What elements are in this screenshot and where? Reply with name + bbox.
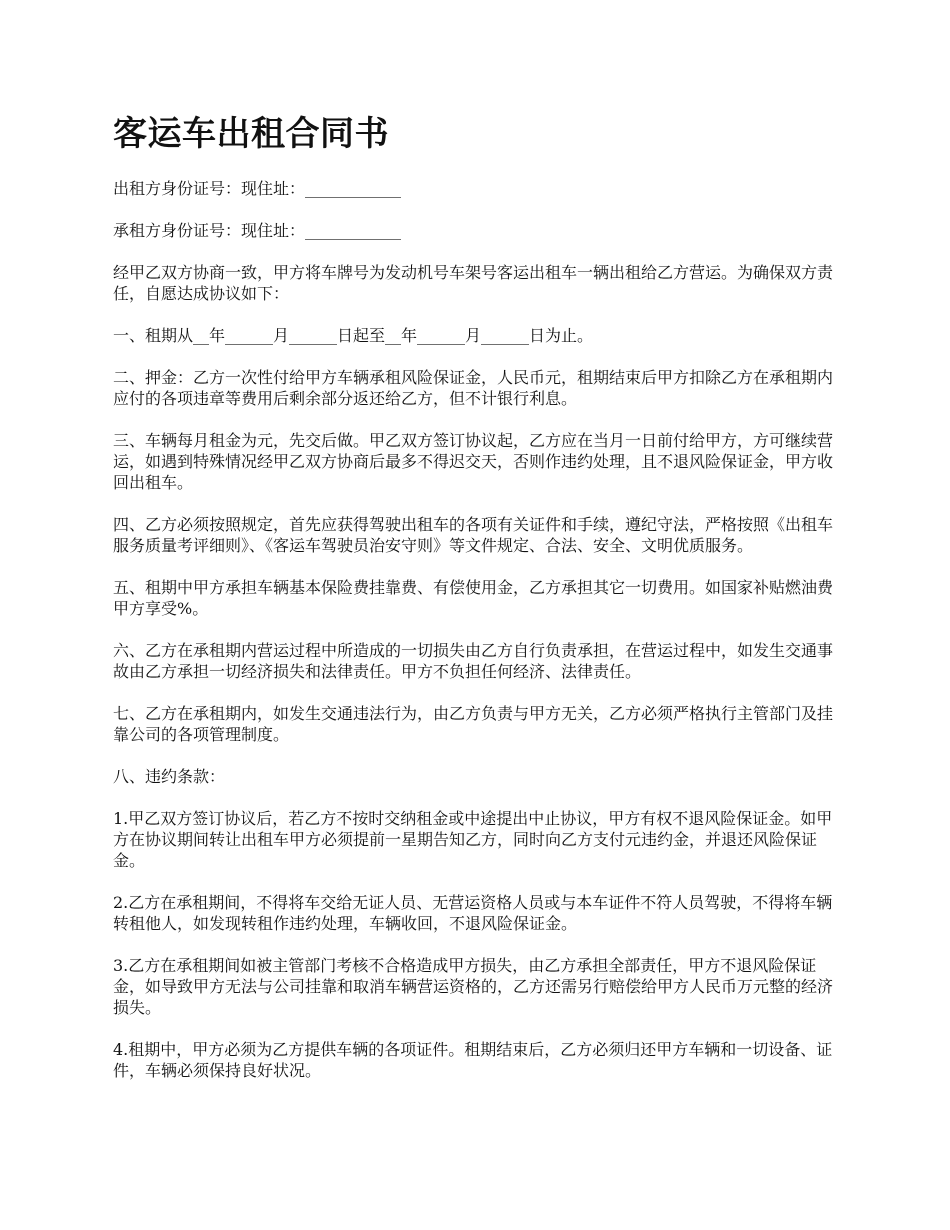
- paragraph-clause-6: 六、乙方在承租期内营运过程中所造成的一切损失由乙方自行负责承担，在营运过程中，如发生交通事故由乙方承担一切经济损失和法律责任。甲方不负担任何经济、法律责任。: [113, 641, 834, 681]
- paragraph-clause-2: 二、押金：乙方一次性付给甲方车辆承租风险保证金，人民币元，租期结束后甲方扣除乙方在承租期内应付的各项违章等费用后剩余部分返还给乙方，但不计银行利息。: [113, 368, 834, 408]
- paragraph-lessee-id: 承租方身份证号：现住址：____________: [113, 221, 402, 240]
- paragraph-breach-2: 2.乙方在承租期间，不得将车交给无证人员、无营运资格人员或与本车证件不符人员驾驶，不得将车辆转租他人，如发现转租作违约处理，车辆收回，不退风险保证金。: [113, 893, 833, 933]
- paragraph-breach-4: 4.租期中，甲方必须为乙方提供车辆的各项证件。租期结束后，乙方必须归还甲方车辆和一切设备、证件，车辆必须保持良好状况。: [113, 1040, 833, 1080]
- paragraph-lessor-id: 出租方身份证号：现住址：____________: [113, 179, 402, 198]
- paragraph-clause-3: 三、车辆每月租金为元，先交后做。甲乙双方签订协议起，乙方应在当月一日前付给甲方，方可继续营运，如遇到特殊情况经甲乙双方协商后最多不得迟交天，否则作违约处理，且不退风险保证金，甲方收回出租车。: [113, 431, 834, 492]
- paragraph-breach-1: 1.甲乙双方签订协议后，若乙方不按时交纳租金或中途提出中止协议，甲方有权不退风险保证金。如甲方在协议期间转让出租车甲方必须提前一星期告知乙方，同时向乙方支付元违约金，并退还风险保证金。: [113, 809, 833, 870]
- paragraph-clause-7: 七、乙方在承租期内，如发生交通违法行为，由乙方负责与甲方无关，乙方必须严格执行主管部门及挂靠公司的各项管理制度。: [113, 704, 834, 744]
- paragraph-intro: 经甲乙双方协商一致，甲方将车牌号为发动机号车架号客运出租车一辆出租给乙方营运。为确保双方责任，自愿达成协议如下：: [113, 263, 834, 303]
- paragraph-clause-4: 四、乙方必须按照规定，首先应获得驾驶出租车的各项有关证件和手续，遵纪守法，严格按照《出租车服务质量考评细则》、《客运车驾驶员治安守则》等文件规定、合法、安全、文明优质服务。: [113, 515, 834, 555]
- paragraph-clause-5: 五、租期中甲方承担车辆基本保险费挂靠费、有偿使用金，乙方承担其它一切费用。如国家补贴燃油费甲方享受%。: [113, 578, 834, 618]
- paragraph-clause-1: 一、租期从__年______月______日起至__年______月______日为止。: [113, 326, 594, 345]
- document-title: 客运车出租合同书: [113, 114, 389, 154]
- paragraph-breach-3: 3.乙方在承租期间如被主管部门考核不合格造成甲方损失，由乙方承担全部责任，甲方不退风险保证金，如导致甲方无法与公司挂靠和取消车辆营运资格的，乙方还需另行赔偿给甲方人民币万元整的经济损失。: [113, 956, 834, 1017]
- paragraph-clause-8-heading: 八、违约条款：: [113, 767, 226, 786]
